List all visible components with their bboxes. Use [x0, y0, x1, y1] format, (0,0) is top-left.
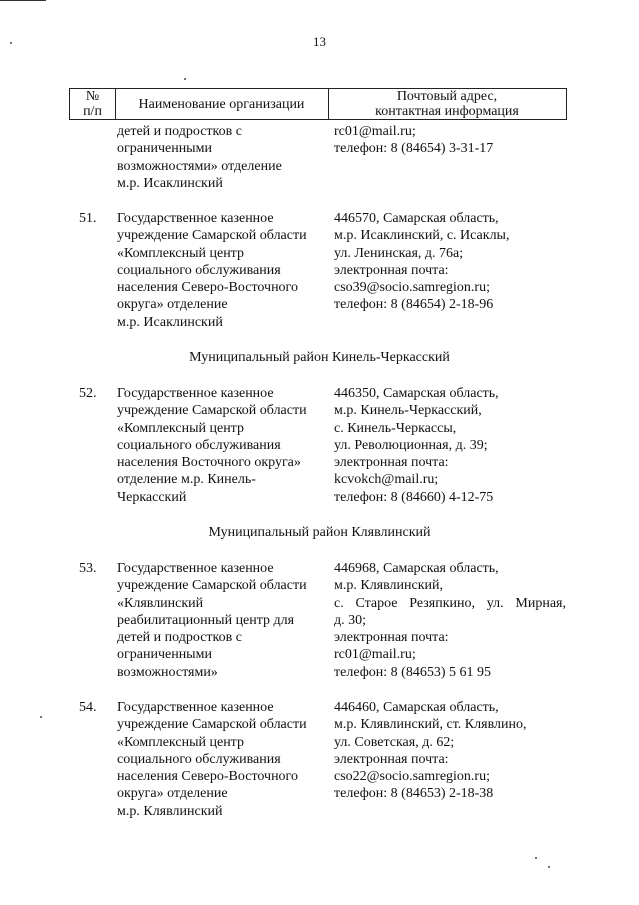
org-line: м.р. Клявлинский: [117, 803, 223, 819]
page-number: 13: [313, 34, 326, 49]
header-num-line: п/п: [83, 104, 102, 119]
header-org-label: Наименование организации: [138, 96, 305, 112]
org-cell: [117, 123, 329, 192]
addr-line: ул. Революционная, д. 39;: [334, 437, 488, 453]
addr-line: д. 30;: [334, 612, 367, 628]
org-line: населения Северо-Восточного: [117, 769, 298, 785]
addr-line: 446570, Самарская область,: [334, 211, 499, 226]
addr-line: rc01@mail.ru;: [334, 124, 416, 139]
org-line: м.р. Исаклинский: [117, 175, 223, 191]
org-line: ограниченными: [117, 141, 212, 157]
org-line: детей и подростков с: [117, 124, 242, 139]
row-number: 52.: [79, 386, 97, 401]
org-line: социального обслуживания: [117, 751, 281, 767]
org-line: детей и подростков с: [117, 630, 242, 646]
addr-line: телефон: 8 (84654) 2-18-96: [334, 297, 494, 313]
addr-line: cso39@socio.samregion.ru;: [334, 280, 490, 296]
addr-line: 446350, Самарская область,: [334, 386, 499, 401]
org-line: ограниченными: [117, 647, 212, 663]
addr-line: ул. Советская, д. 62;: [334, 734, 455, 750]
org-line: отделение м.р. Кинель-: [117, 472, 256, 488]
addr-line: м.р. Клявлинский,: [334, 578, 444, 594]
section-heading: Муниципальный район Клявлинский: [208, 525, 431, 540]
addr-cell: [334, 385, 566, 506]
addr-line: телефон: 8 (84654) 3-31-17: [334, 141, 494, 157]
section-heading: Муниципальный район Кинель-Черкасский: [189, 350, 450, 365]
addr-line: с. Старое Резяпкино, ул. Мирная,: [334, 595, 566, 611]
org-line: населения Северо-Восточного: [117, 280, 298, 296]
addr-line: электронная почта:: [334, 455, 449, 471]
org-line: Государственное казенное: [117, 561, 274, 576]
addr-line: м.р. Кинель-Черкасский,: [334, 403, 482, 419]
addr-line: с. Кинель-Черкассы,: [334, 420, 457, 436]
addr-line: ул. Ленинская, д. 76а;: [334, 245, 464, 261]
addr-line: rc01@mail.ru;: [334, 647, 416, 663]
org-line: Черкасский: [117, 489, 187, 505]
org-line: округа» отделение: [117, 786, 228, 802]
header-num-line: №: [85, 89, 100, 104]
scan-speck: [535, 857, 537, 859]
org-cell: [117, 385, 329, 506]
header-addr-line: контактная информация: [375, 104, 519, 119]
scan-speck: [184, 78, 186, 80]
scan-speck: [548, 866, 550, 868]
addr-line: телефон: 8 (84660) 4-12-75: [334, 489, 494, 505]
org-line: социального обслуживания: [117, 262, 281, 278]
header-org-cell: [115, 89, 329, 119]
org-line: «Комплексный центр: [117, 734, 244, 750]
org-cell: [117, 699, 329, 820]
scan-corner-mark: [0, 0, 46, 1]
org-line: округа» отделение: [117, 297, 228, 313]
org-line: Государственное казенное: [117, 211, 274, 226]
row-number: 54.: [79, 700, 97, 715]
addr-line: электронная почта:: [334, 262, 449, 278]
org-line: населения Восточного округа»: [117, 455, 301, 471]
scan-speck: [40, 716, 42, 718]
addr-line: 446968, Самарская область,: [334, 561, 499, 576]
org-line: Государственное казенное: [117, 700, 274, 715]
org-line: м.р. Исаклинский: [117, 314, 223, 330]
addr-line: телефон: 8 (84653) 2-18-38: [334, 786, 494, 802]
addr-line: телефон: 8 (84653) 5 61 95: [334, 664, 491, 680]
addr-line: kcvokch@mail.ru;: [334, 472, 439, 488]
addr-cell: [334, 210, 566, 314]
addr-cell: [334, 123, 566, 158]
row-number: 53.: [79, 561, 97, 576]
addr-cell: [334, 560, 566, 681]
header-addr-cell: [328, 89, 566, 119]
addr-line: м.р. Клявлинский, ст. Клявлино,: [334, 717, 527, 733]
org-line: реабилитационный центр для: [117, 612, 295, 628]
addr-line: электронная почта:: [334, 751, 449, 767]
org-line: «Комплексный центр: [117, 245, 244, 261]
org-line: возможностями»: [117, 664, 218, 680]
addr-cell: [334, 699, 566, 803]
addr-line: м.р. Исаклинский, с. Исаклы,: [334, 228, 510, 244]
row-number: 51.: [79, 211, 97, 226]
org-line: учреждение Самарской области: [117, 228, 307, 244]
header-num-cell: [70, 89, 116, 119]
addr-line: 446460, Самарская область,: [334, 700, 499, 715]
org-line: учреждение Самарской области: [117, 578, 307, 594]
org-line: «Клявлинский: [117, 595, 204, 611]
org-line: учреждение Самарской области: [117, 717, 307, 733]
org-line: социального обслуживания: [117, 437, 281, 453]
addr-line: cso22@socio.samregion.ru;: [334, 769, 490, 785]
header-addr-line: Почтовый адрес,: [396, 89, 498, 104]
org-line: Государственное казенное: [117, 386, 274, 401]
org-line: «Комплексный центр: [117, 420, 244, 436]
org-line: возможностями» отделение: [117, 158, 282, 174]
table-header: [69, 88, 567, 120]
org-line: учреждение Самарской области: [117, 403, 307, 419]
org-cell: [117, 210, 329, 331]
addr-line: электронная почта:: [334, 630, 449, 646]
org-cell: [117, 560, 329, 681]
